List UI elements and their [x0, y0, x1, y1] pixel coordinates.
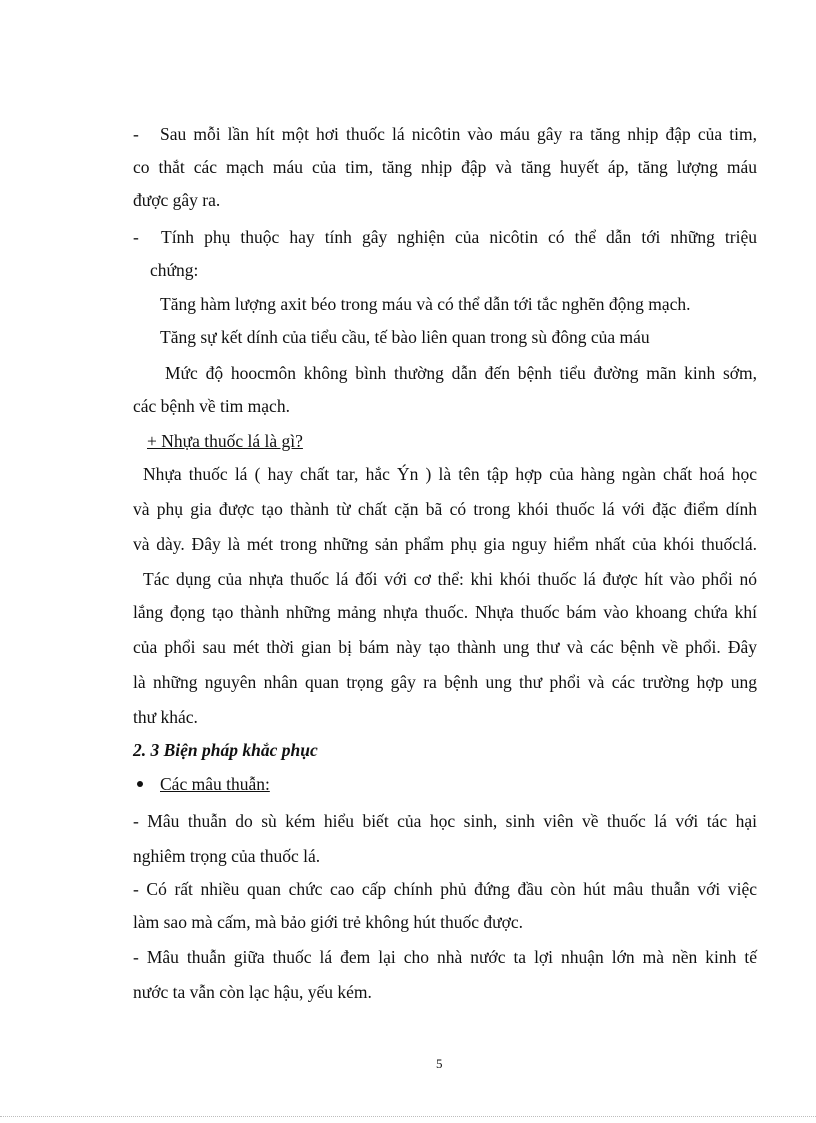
contradictions-title: Các mâu thuẫn:: [160, 774, 270, 794]
page-number: 5: [436, 1056, 443, 1071]
contradiction-line: - Mâu thuẫn giữa thuốc lá đem lại cho nhà nước ta lợi nhuận lớn mà nền kinh tế: [133, 947, 757, 967]
symptom-line: Tăng sự kết dính của tiểu cầu, tế bào liên quan trong sù đông của máu: [160, 327, 650, 347]
symptom-line: các bệnh về tim mạch.: [133, 396, 290, 416]
tar-effects-line: thư khác.: [133, 707, 198, 727]
contradiction-line: nước ta vẫn còn lạc hậu, yếu kém.: [133, 982, 372, 1002]
bullet-dash: -: [133, 227, 139, 247]
contradiction-line: làm sao mà cấm, mà bảo giới trẻ không hút thuốc được.: [133, 912, 524, 932]
bullet2-line-1: Tính phụ thuộc hay tính gây nghiện của nicôtin có thể dẫn tới những triệu: [161, 227, 757, 247]
bullet1-line-2: co thắt các mạch máu của tim, tăng nhịp đập và tăng huyết áp, tăng lượng máu: [133, 157, 757, 177]
bullet-dot-icon: [137, 781, 143, 787]
contradiction-line: - Có rất nhiều quan chức cao cấp chính phủ đứng đầu còn hút mâu thuẫn với việc: [133, 879, 757, 899]
bullet2-line-2: chứng:: [150, 260, 199, 280]
bullet1-line-3: được gây ra.: [133, 190, 221, 210]
tar-definition-line: Nhựa thuốc lá ( hay chất tar, hắc Ýn ) là tên tập hợp của hàng ngàn chất hoá học: [143, 464, 757, 484]
symptom-line: Tăng hàm lượng axit béo trong máu và có thể dẫn tới tắc nghẽn động mạch.: [160, 294, 691, 314]
tar-effects-line: lắng đọng tạo thành những mảng nhựa thuốc. Nhựa thuốc bám vào khoang chứa khí: [133, 602, 757, 622]
tar-definition-line: và phụ gia được tạo thành từ chất cặn bã có trong khói thuốc lá với đặc điểm dính: [133, 499, 757, 519]
contradiction-line: nghiêm trọng của thuốc lá.: [133, 846, 321, 866]
bullet-dash: -: [133, 124, 139, 144]
symptom-line: Mức độ hoocmôn không bình thường dẫn đến bệnh tiểu đường mãn kinh sớm,: [165, 363, 757, 383]
bullet1-line-1: Sau mỗi lần hít một hơi thuốc lá nicôtin vào máu gây ra tăng nhịp đập của tim,: [160, 124, 757, 144]
tar-effects-line: là những nguyên nhân quan trọng gây ra bệnh ung thư phổi và các trường hợp ung: [133, 672, 757, 692]
contradiction-line: - Mâu thuẫn do sù kém hiểu biết của học sinh, sinh viên về thuốc lá với tác hại: [133, 811, 757, 831]
bottom-dotted-rule: [0, 1116, 816, 1117]
tar-question: + Nhựa thuốc lá là gì?: [147, 431, 303, 451]
tar-definition-line: và dày. Đây là mét trong những sản phẩm phụ gia nguy hiểm nhất của khói thuốclá.: [133, 534, 757, 554]
section-heading: 2. 3 Biện pháp khắc phục: [133, 740, 318, 760]
tar-effects-line: Tác dụng của nhựa thuốc lá đối với cơ thể: khi khói thuốc lá được hít vào phổi nó: [143, 569, 757, 589]
tar-effects-line: của phổi sau mét thời gian bị bám này tạo thành ung thư và các bệnh về phổi. Đây: [133, 637, 757, 657]
